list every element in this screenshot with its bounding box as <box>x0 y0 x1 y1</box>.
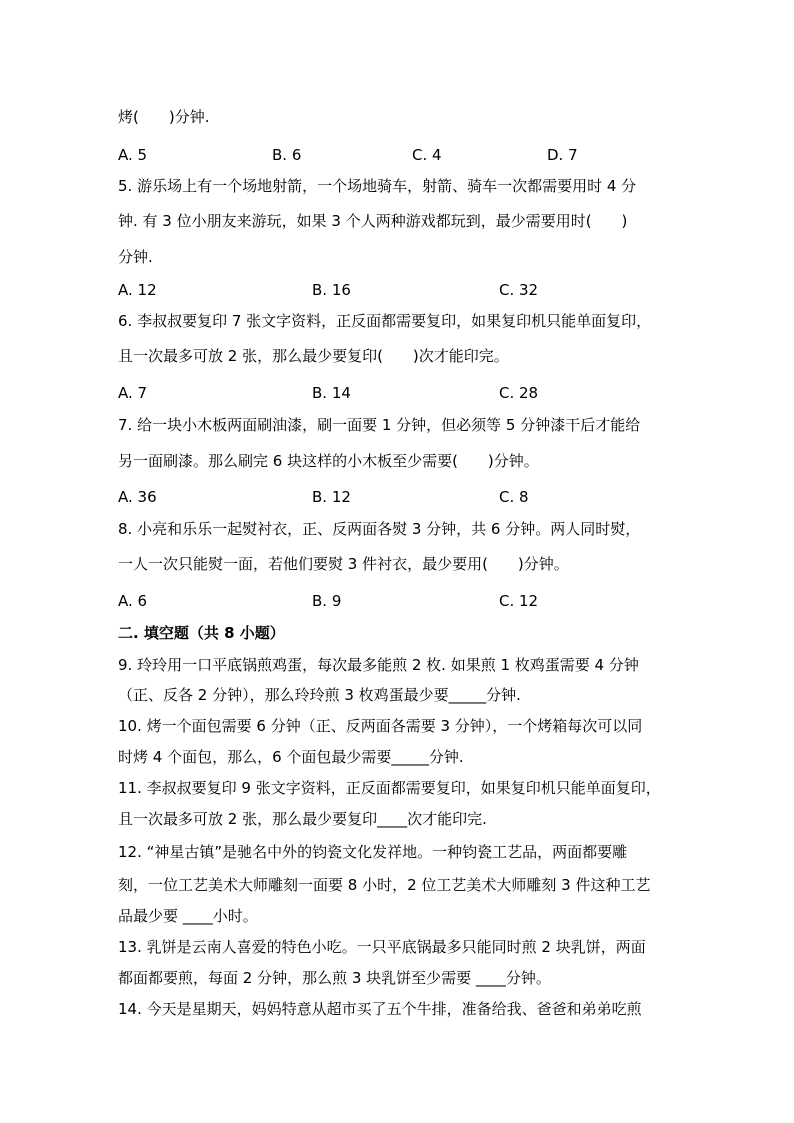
q6-line-2: 且一次最多可放 2 张，那么最少要复印( )次才能印完。 <box>118 347 509 365</box>
q9-line-1: 9. 玲玲用一口平底锅煎鸡蛋，每次最多能煎 2 枚. 如果煎 1 枚鸡蛋需要 4 分钟 <box>118 656 639 674</box>
q9-line-2: （正、反各 2 分钟），那么玲玲煎 3 枚鸡蛋最少要_____分钟. <box>118 686 521 704</box>
q10-line-1: 10. 烤一个面包需要 6 分钟（正、反两面各需要 3 分钟），一个烤箱每次可以同 <box>118 717 643 735</box>
q6-option-a: A. 7 <box>118 384 148 402</box>
q12-line-3: 品最少要 ____小时。 <box>118 907 258 925</box>
q5-line-3: 分钟. <box>118 248 153 266</box>
q6-option-c: C. 28 <box>499 384 539 402</box>
section-heading-fill-in: 二. 填空题（共 8 小题） <box>118 624 285 642</box>
q4-option-a: A. 5 <box>118 146 148 164</box>
q4-option-d: D. 7 <box>547 146 578 164</box>
q4-option-b: B. 6 <box>272 146 302 164</box>
q7-line-2: 另一面刷漆。那么刷完 6 块这样的小木板至少需要( )分钟。 <box>118 452 539 470</box>
q13-line-1: 13. 乳饼是云南人喜爱的特色小吃。一只平底锅最多只能同时煎 2 块乳饼，两面 <box>118 938 646 956</box>
q8-line-1: 8. 小亮和乐乐一起熨衬衣，正、反两面各熨 3 分钟，共 6 分钟。两人同时熨， <box>118 520 641 538</box>
q6-option-b: B. 14 <box>312 384 351 402</box>
q5-line-1: 5. 游乐场上有一个场地射箭，一个场地骑车，射箭、骑车一次都需要用时 4 分 <box>118 177 637 195</box>
q8-line-2: 一人一次只能熨一面，若他们要熨 3 件衬衣，最少要用( )分钟。 <box>118 555 569 573</box>
q5-line-2: 钟. 有 3 位小朋友来游玩，如果 3 个人两种游戏都玩到，最少需要用时( ) <box>118 212 628 230</box>
q11-line-2: 且一次最多可放 2 张，那么最少要复印____次才能印完. <box>118 810 487 828</box>
q4-option-c: C. 4 <box>412 146 442 164</box>
q5-option-a: A. 12 <box>118 281 157 299</box>
q14-line-1: 14. 今天是星期天，妈妈特意从超市买了五个牛排，准备给我、爸爸和弟弟吃煎 <box>118 1000 642 1018</box>
q8-option-a: A. 6 <box>118 592 148 610</box>
q6-line-1: 6. 李叔叔要复印 7 张文字资料，正反面都需要复印，如果复印机只能单面复印， <box>118 312 652 330</box>
q5-option-c: C. 32 <box>499 281 539 299</box>
q5-option-b: B. 16 <box>312 281 351 299</box>
q11-line-1: 11. 李叔叔要复印 9 张文字资料，正反面都需要复印，如果复印机只能单面复印， <box>118 779 661 797</box>
q8-option-c: C. 12 <box>499 592 539 610</box>
q7-option-c: C. 8 <box>499 488 529 506</box>
q12-line-1: 12. “神星古镇”是驰名中外的钧瓷文化发祥地。一种钧瓷工艺品，两面都要雕 <box>118 843 628 861</box>
q7-line-1: 7. 给一块小木板两面刷油漆，刷一面要 1 分钟，但必须等 5 分钟漆干后才能给 <box>118 416 641 434</box>
q7-option-a: A. 36 <box>118 488 157 506</box>
q10-line-2: 时烤 4 个面包，那么，6 个面包最少需要_____分钟. <box>118 748 464 766</box>
q12-line-2: 刻，一位工艺美术大师雕刻一面要 8 小时，2 位工艺美术大师雕刻 3 件这种工艺 <box>118 876 651 894</box>
q4-stem-tail: 烤( )分钟. <box>118 108 210 126</box>
q13-line-2: 都面都要煎，每面 2 分钟，那么煎 3 块乳饼至少需要 ____分钟。 <box>118 969 551 987</box>
q7-option-b: B. 12 <box>312 488 351 506</box>
q8-option-b: B. 9 <box>312 592 342 610</box>
